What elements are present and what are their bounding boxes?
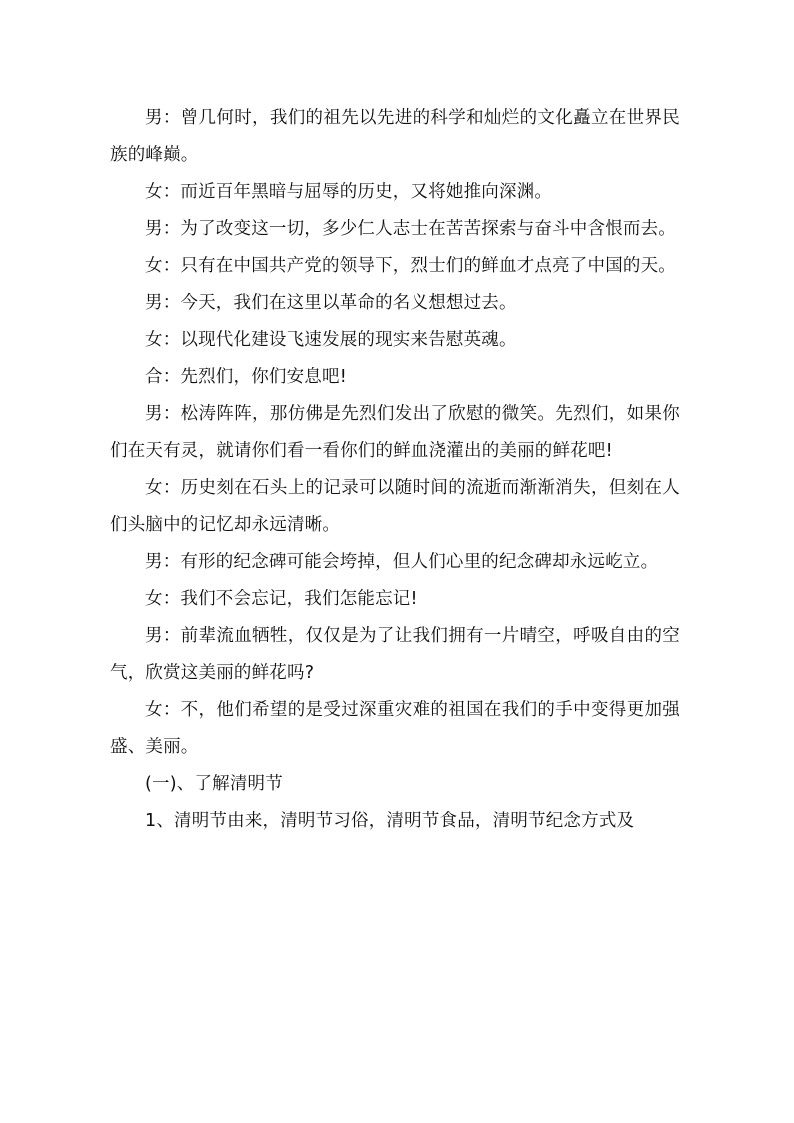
paragraph-male-2: 男：为了改变这一切，多少仁人志士在苦苦探索与奋斗中含恨而去。: [145, 219, 676, 239]
paragraph-male-3: 男：今天，我们在这里以革命的名义想想过去。: [145, 293, 517, 313]
section-heading: (一)、了解清明节: [145, 774, 283, 794]
list-item-1: 1、清明节由来，清明节习俗，清明节食品，清明节纪念方式及: [145, 811, 635, 831]
paragraph-male-1: 男：曾几何时，我们的祖先以先进的科学和灿烂的文化矗立在世界民族的峰巅。: [110, 108, 680, 165]
paragraph-male-6: 男：前辈流血牺牲，仅仅是为了让我们拥有一片晴空，呼吸自由的空气，欣赏这美丽的鲜花吗?: [110, 626, 680, 683]
paragraph-female-5: 女：我们不会忘记，我们怎能忘记!: [145, 589, 418, 609]
paragraph-female-2: 女：只有在中国共产党的领导下，烈士们的鲜血才点亮了中国的天。: [145, 256, 676, 276]
paragraph-female-6: 女：不，他们希望的是受过深重灾难的祖国在我们的手中变得更加强盛、美丽。: [110, 700, 680, 757]
paragraph-male-5: 男：有形的纪念碑可能会垮掉，但人们心里的纪念碑却永远屹立。: [145, 552, 659, 572]
paragraph-together: 合：先烈们，你们安息吧!: [145, 367, 347, 387]
paragraph-female-1: 女：而近百年黑暗与屈辱的历史，又将她推向深渊。: [145, 182, 553, 202]
paragraph-male-4: 男：松涛阵阵，那仿佛是先烈们发出了欣慰的微笑。先烈们，如果你们在天有灵，就请你们看一看你们的鲜血浇灌出的美丽的鲜花吧!: [110, 404, 680, 461]
document-body: [110, 100, 680, 840]
paragraph-female-3: 女：以现代化建设飞速发展的现实来告慰英魂。: [145, 330, 517, 350]
paragraph-female-4: 女：历史刻在石头上的记录可以随时间的流逝而渐渐消失，但刻在人们头脑中的记忆却永远清晰。: [110, 478, 680, 535]
